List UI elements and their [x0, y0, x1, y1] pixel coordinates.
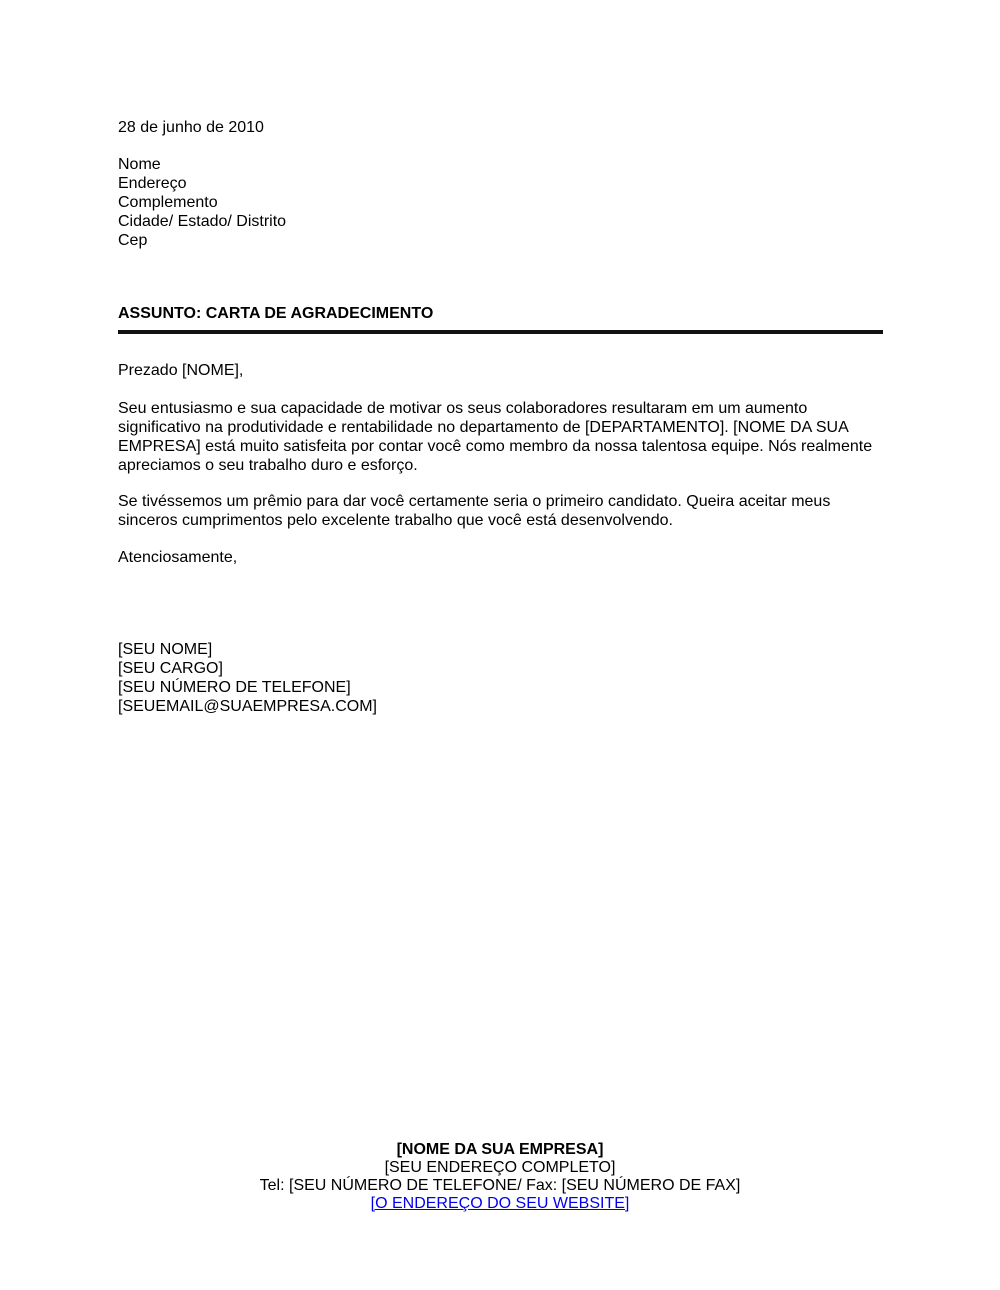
footer-block [0, 1141, 1000, 1213]
signature-email: [SEUEMAIL@SUAEMPRESA.COM] [118, 698, 377, 715]
recipient-block [118, 155, 286, 250]
body-paragraph-2: Se tivéssemos um prêmio para dar você certamente seria o primeiro candidato. Queira aceitar meus sinceros cumprimentos pelo excelente trabalho que você está desenvolvendo. [118, 493, 831, 529]
recipient-city: Cidade/ Estado/ Distrito [118, 213, 287, 230]
recipient-complement: Complemento [118, 194, 218, 211]
recipient-name: Nome [118, 156, 161, 173]
letter-date: 28 de junho de 2010 [118, 119, 264, 136]
footer-company: [NOME DA SUA EMPRESA] [396, 1141, 604, 1158]
subject-section [118, 304, 883, 334]
signature-name: [SEU NOME] [118, 641, 213, 658]
recipient-zip: Cep [118, 232, 148, 249]
closing: Atenciosamente, [118, 549, 238, 566]
signature-block [118, 640, 377, 716]
subject-line: ASSUNTO: CARTA DE AGRADECIMENTO [118, 305, 434, 322]
body-paragraph-1: Seu entusiasmo e sua capacidade de motivar os seus colaboradores resultaram em um aumento significativo na produtividade e rentabilidade no departamento de [DEPARTAMENTO]. [NOME DA SUA EMPRESA] está muito satisfeita por contar você como membro da nossa talentosa equipe. Nós realmente apreciamos o seu trabalho duro e esforço. [118, 400, 873, 474]
footer-website-link[interactable]: [O ENDEREÇO DO SEU WEBSITE] [370, 1195, 630, 1212]
recipient-address: Endereço [118, 175, 187, 192]
salutation: Prezado [NOME], [118, 362, 244, 379]
footer-address: [SEU ENDEREÇO COMPLETO] [384, 1159, 616, 1176]
signature-phone: [SEU NÚMERO DE TELEFONE] [118, 679, 351, 696]
signature-title: [SEU CARGO] [118, 660, 223, 677]
footer-phone-fax: Tel: [SEU NÚMERO DE TELEFONE/ Fax: [SEU NÚMERO DE FAX] [259, 1177, 741, 1194]
